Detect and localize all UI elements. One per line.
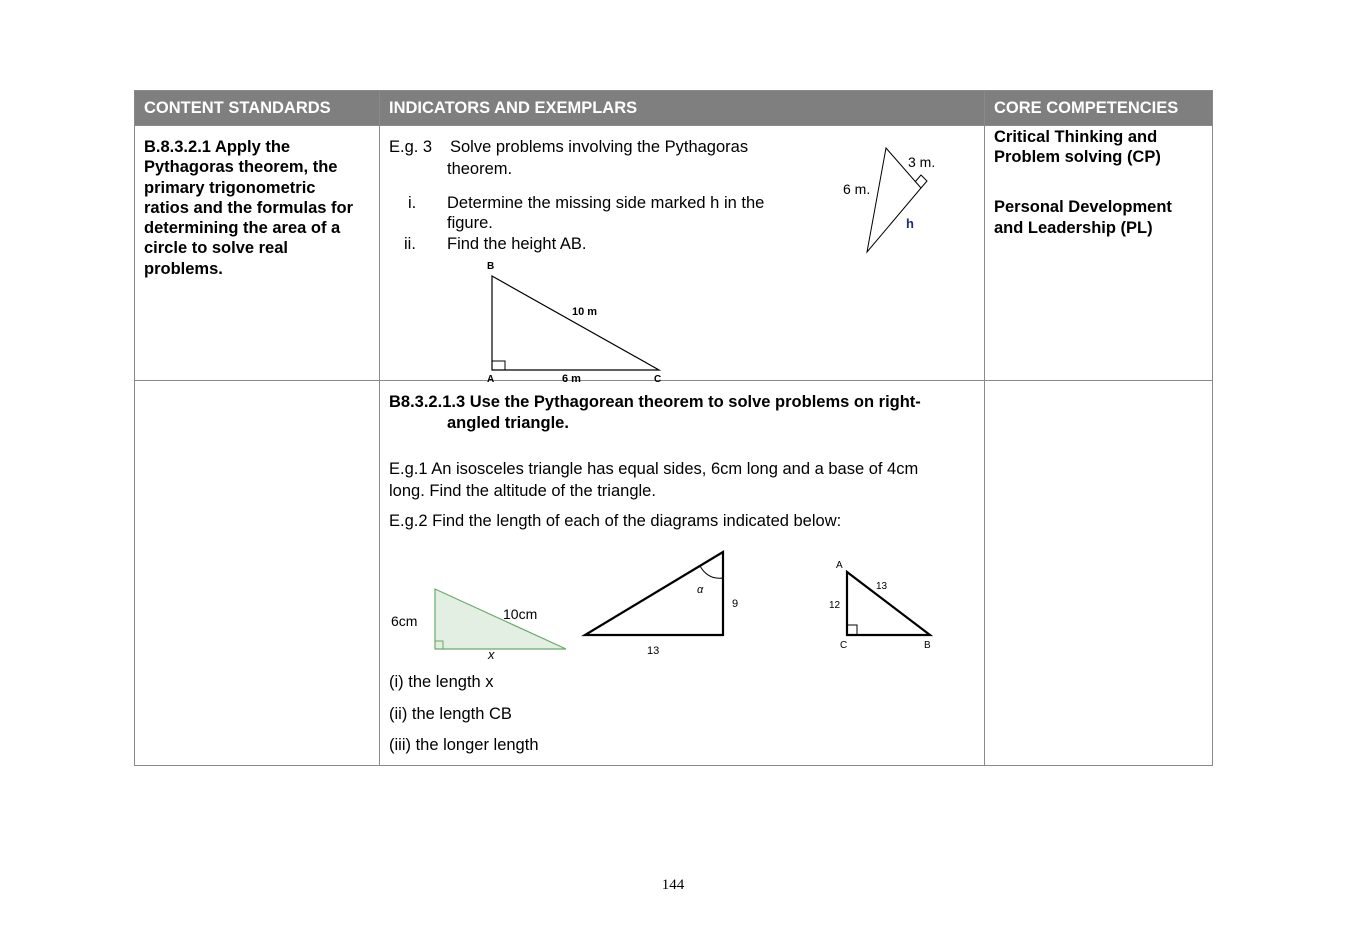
vertex-b-label: B <box>487 261 495 272</box>
triangle-h-figure <box>835 141 955 256</box>
eg3-text: Solve problems involving the Pythagoras <box>450 138 749 156</box>
competency-cp <box>994 127 1161 167</box>
standard-line: problems. <box>144 259 223 278</box>
standard-line: primary trigonometric <box>144 178 316 197</box>
triangle-abc-figure <box>478 258 678 384</box>
unknown-x-label: x <box>488 647 495 662</box>
hyp-10cm-label: 10cm <box>503 606 538 622</box>
angle-alpha-label: α <box>697 584 704 596</box>
right-angle-marker <box>492 361 505 370</box>
header-core-competencies: CORE COMPETENCIES <box>985 91 1213 126</box>
table-row <box>135 381 1213 766</box>
green-triangle-shape <box>435 589 566 649</box>
content-standard-cell <box>135 126 380 381</box>
hypotenuse-label: 10 m <box>572 306 598 318</box>
eg2-text: E.g.2 Find the length of each of the diagrams indicated below: <box>389 512 842 530</box>
base-label: 6 m <box>562 373 581 384</box>
competency-pl-line: Personal Development <box>994 198 1172 216</box>
table-row <box>135 126 1213 381</box>
content-standard-cell-empty <box>135 381 380 766</box>
question-i: (i) the length x <box>389 673 494 691</box>
hyp-13-label: 13 <box>876 581 888 592</box>
eg1-line: E.g.1 An isosceles triangle has equal sides, 6cm long and a base of 4cm <box>389 460 919 478</box>
indicators-cell <box>380 126 985 384</box>
item-i-text-cont: figure. <box>447 214 493 232</box>
competency-pl <box>994 197 1172 238</box>
standard-line: circle to solve real <box>144 239 288 258</box>
standard-line: B.8.3.2.1 Apply the <box>144 138 291 156</box>
right-angle-marker <box>915 175 927 188</box>
triangle-cab-shape <box>847 572 930 635</box>
vertex-c-label: C <box>654 374 662 384</box>
angle-arc <box>700 566 723 578</box>
item-i-number: i. <box>408 194 417 212</box>
vertex-c-label: C <box>840 640 848 651</box>
green-triangle-figure <box>388 581 573 663</box>
standard-line: Pythagoras theorem, the <box>144 158 338 177</box>
standard-line: ratios and the formulas for <box>144 198 354 217</box>
eg1-line: long. Find the altitude of the triangle. <box>389 482 656 500</box>
right-angle-marker <box>847 625 857 635</box>
item-ii-text: Find the height AB. <box>447 235 587 253</box>
standard-line: determining the area of a <box>144 219 341 238</box>
alpha-triangle-figure <box>580 546 750 661</box>
competency-cp-line: Problem solving (CP) <box>994 148 1161 166</box>
indicator-title-cont: angled triangle. <box>447 414 569 432</box>
eg3-label: E.g. 3 <box>389 138 433 156</box>
header-indicators: INDICATORS AND EXEMPLARS <box>380 91 985 126</box>
vertex-b-label: B <box>924 640 931 651</box>
indicators-cell <box>380 381 985 766</box>
page-number: 144 <box>661 877 685 893</box>
question-ii: (ii) the length CB <box>389 705 512 723</box>
question-iii: (iii) the longer length <box>389 736 539 754</box>
eg1-text <box>389 458 918 502</box>
header-row <box>135 91 1213 126</box>
item-ii-number: ii. <box>404 235 416 253</box>
side-12-label: 12 <box>829 600 841 611</box>
side-6m-label: 6 m. <box>843 181 871 197</box>
unknown-h-label: h <box>906 216 914 231</box>
triangle-abc-shape <box>492 276 659 370</box>
competency-pl-line: and Leadership (PL) <box>994 218 1153 237</box>
curriculum-table <box>134 90 1213 766</box>
item-i-text: Determine the missing side marked h in the <box>447 194 765 212</box>
side-3m-label: 3 m. <box>908 154 936 170</box>
competencies-cell <box>985 126 1213 381</box>
content-standard-text <box>144 137 353 279</box>
base-13-label: 13 <box>647 645 660 657</box>
indicator-title: B8.3.2.1.3 Use the Pythagorean theorem to solve problems on right- <box>389 393 921 411</box>
competency-cp-line: Critical Thinking and <box>994 128 1158 146</box>
header-content-standards: CONTENT STANDARDS <box>135 91 380 126</box>
side-6cm-label: 6cm <box>391 613 418 629</box>
competencies-cell-empty <box>985 381 1213 766</box>
eg3-text-cont: theorem. <box>447 160 513 178</box>
vertex-a-label: A <box>836 560 843 571</box>
side-9-label: 9 <box>732 598 739 610</box>
triangle-cab-figure <box>822 556 942 656</box>
vertex-a-label: A <box>487 374 495 384</box>
